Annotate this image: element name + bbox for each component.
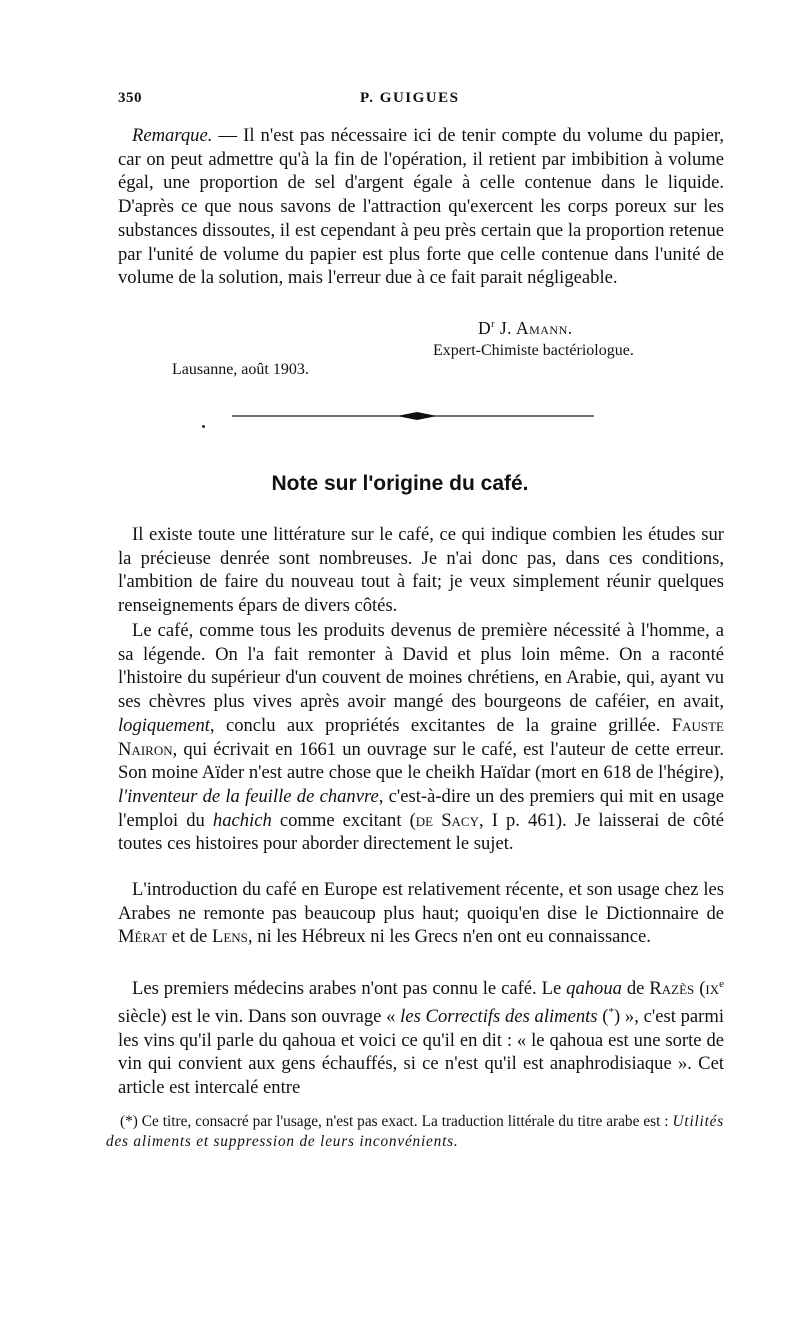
author-name: Fauste Nairon — [118, 714, 724, 760]
stray-mark — [202, 425, 205, 428]
signature-title-prefix: D — [478, 318, 492, 338]
author-name: Razès — [649, 978, 695, 1000]
footnote — [106, 1112, 724, 1152]
footnote-text: (*) Ce titre, consacré par l'usage, n'est pas exact. La traduction littérale du titre arabe est : — [120, 1113, 673, 1130]
remark-paragraph — [118, 124, 724, 290]
author-name: Mérat — [118, 926, 168, 948]
signature-author: J. Amann. — [494, 318, 573, 338]
running-head: P. GUIGUES — [360, 90, 460, 106]
article-paragraph-4 — [118, 973, 724, 1100]
italic-run: qahoua — [566, 978, 622, 1000]
author-name: Lens — [211, 926, 248, 948]
article-title: Note sur l'origine du café. — [271, 472, 529, 495]
century-numeral: ix — [705, 978, 720, 1000]
remark-text: — Il n'est pas nécessaire ici de tenir compte du volume du papier, car on peut admettre qu'à la fin de l'opération, il retient par imbibition à volume égal, une proportion de sel d'argent égale à celle contenue dans le liquide. D'après ce que nous savons de l'attraction qu'exercent les corps poreux sur les substances dissoutes, il est cependant à peu près certain que la proportion retenue par l'unité de volume du papier est plus forte que celle contenue dans l'unité de volume de la solution, mais l'erreur due à ce fait parait négligeable. — [118, 125, 724, 289]
italic-run: logiquement — [118, 714, 210, 736]
text-run: , conclu aux propriétés excitantes de la graine grillée. — [209, 714, 672, 736]
signature-title-sup: r — [491, 319, 495, 331]
text-run: comme excitant ( — [271, 809, 416, 831]
text-run: ( — [597, 1006, 609, 1028]
text-run: siècle) est le vin. Dans son ouvrage « — [118, 1006, 401, 1028]
article-paragraph-2 — [118, 619, 724, 856]
signature-role: Expert-Chimiste bactériologue. — [433, 342, 634, 359]
section-divider — [232, 410, 594, 422]
article-paragraph-3 — [118, 878, 724, 949]
text-run: L'introduction du café en Europe est relativement récente, et son usage chez les Arabes ne remonte pas beaucoup plus haut; quoiqu'en dise le Dictionnaire de — [118, 879, 724, 924]
italic-run: hachich — [212, 809, 272, 831]
remark-label: Remarque. — [132, 125, 213, 146]
text-run: et de — [167, 926, 212, 948]
footnote-marker: * — [608, 1005, 614, 1018]
italic-run: les Correctifs des aliments — [400, 1006, 598, 1028]
text-run: , I p. 461). Je laisserai de côté toutes ces histoires pour aborder directement le sujet. — [118, 809, 724, 855]
text-run: de — [621, 978, 650, 1000]
text-run: Les premiers médecins arabes n'ont pas connu le café. Le — [132, 978, 567, 1000]
author-name: de Sacy — [415, 809, 479, 831]
italic-run: l'inventeur de la feuille de chanvre — [118, 785, 379, 807]
text-run: , qui écrivait en 1661 un ouvrage sur le café, est l'auteur de cette erreur. Son moine Aïder n'est autre chose que le cheikh Haïdar (mort en 618 de l'hégire), — [118, 738, 724, 784]
text-run: , c'est-à-dire un des premiers qui mit en usage l'emploi du — [118, 785, 724, 831]
signature-name — [478, 318, 573, 339]
text-run: , ni les Hébreux ni les Grecs n'en ont eu connaissance. — [247, 926, 651, 948]
page-number: 350 — [118, 90, 142, 106]
text-run: ( — [694, 978, 706, 1000]
text-run: Le café, comme tous les produits devenus de première nécessité à l'homme, a sa légende. On l'a fait remonter à David et plus loin même. On a raconté l'histoire du supérieur d'un couvent de moines chrétiens, en Arabie, qui, ayant vu ses chèvres plus vives après avoir mangé des bourgeons de caféier, en avait, — [118, 620, 724, 713]
article-paragraph-1: Il existe toute une littérature sur le café, ce qui indique combien les études sur la précieuse denrée sont nombreuses. Je n'ai donc pas, dans ces conditions, l'ambition de faire du nouveau tout à fait; je veux simplement réunir quelques renseignements épars de divers côtés. — [118, 524, 724, 617]
signature-place-date: Lausanne, août 1903. — [172, 361, 309, 378]
superscript: e — [719, 978, 724, 990]
text-run: ) », c'est parmi les vins qu'il parle du qahoua et voici ce qu'il en dit : « le qahoua est une sorte de vin qui convient aux gens échauffés, si ce n'est qu'il est anaphrodisiaque ». Cet article est intercalé entre — [118, 1006, 724, 1099]
footnote-italic: Utilités des aliments et suppression de leurs inconvénients. — [106, 1113, 724, 1150]
